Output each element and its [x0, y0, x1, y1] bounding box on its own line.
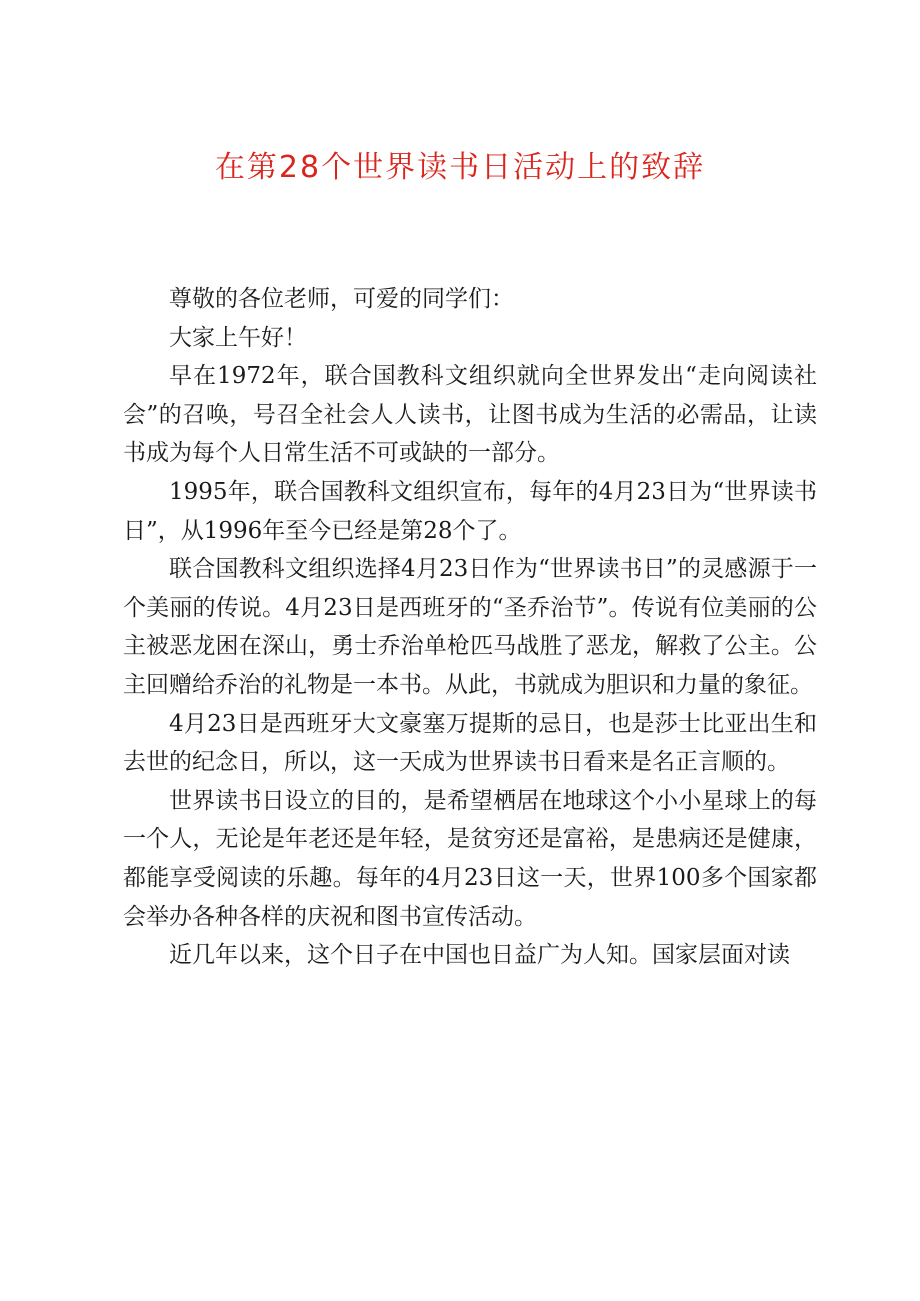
paragraph: 近几年以来，这个日子在中国也日益广为人知。国家层面对读	[169, 942, 790, 969]
paragraph: 4月23日是西班牙大文豪塞万提斯的忌日，也是莎士比亚出生和去世的纪念日，所以，这一天成为世界读书日看来是名正言顺的。	[123, 710, 817, 776]
document-body	[123, 280, 817, 975]
paragraph: 世界读书日设立的目的，是希望栖居在地球这个小小星球上的每一个人，无论是年老还是年轻，是贫穷还是富裕，是患病还是健康，都能享受阅读的乐趣。每年的4月23日这一天，世界100多个国家都会举办各种各样的庆祝和图书宣传活动。	[123, 787, 817, 930]
paragraph: 1995年，联合国教科文组织宣布，每年的4月23日为“世界读书日”，从1996年至今已经是第28个了。	[123, 478, 817, 544]
document-title: 在第28个世界读书日活动上的致辞	[214, 150, 706, 185]
paragraph-salutation: 尊敬的各位老师，可爱的同学们：	[169, 286, 514, 312]
paragraph-greeting: 大家上午好！	[169, 324, 307, 351]
paragraph: 联合国教科文组织选择4月23日作为“世界读书日”的灵感源于一个美丽的传说。4月23日是西班牙的“圣乔治节”。传说有位美丽的公主被恶龙困在深山，勇士乔治单枪匹马战胜了恶龙，解救了公主。公主回赠给乔治的礼物是一本书。从此，书就成为胆识和力量的象征。	[123, 556, 817, 698]
paragraph: 早在1972年，联合国教科文组织就向全世界发出“走向阅读社会”的召唤，号召全社会人人读书，让图书成为生活的必需品，让读书成为每个人日常生活不可或缺的一部分。	[123, 363, 817, 467]
